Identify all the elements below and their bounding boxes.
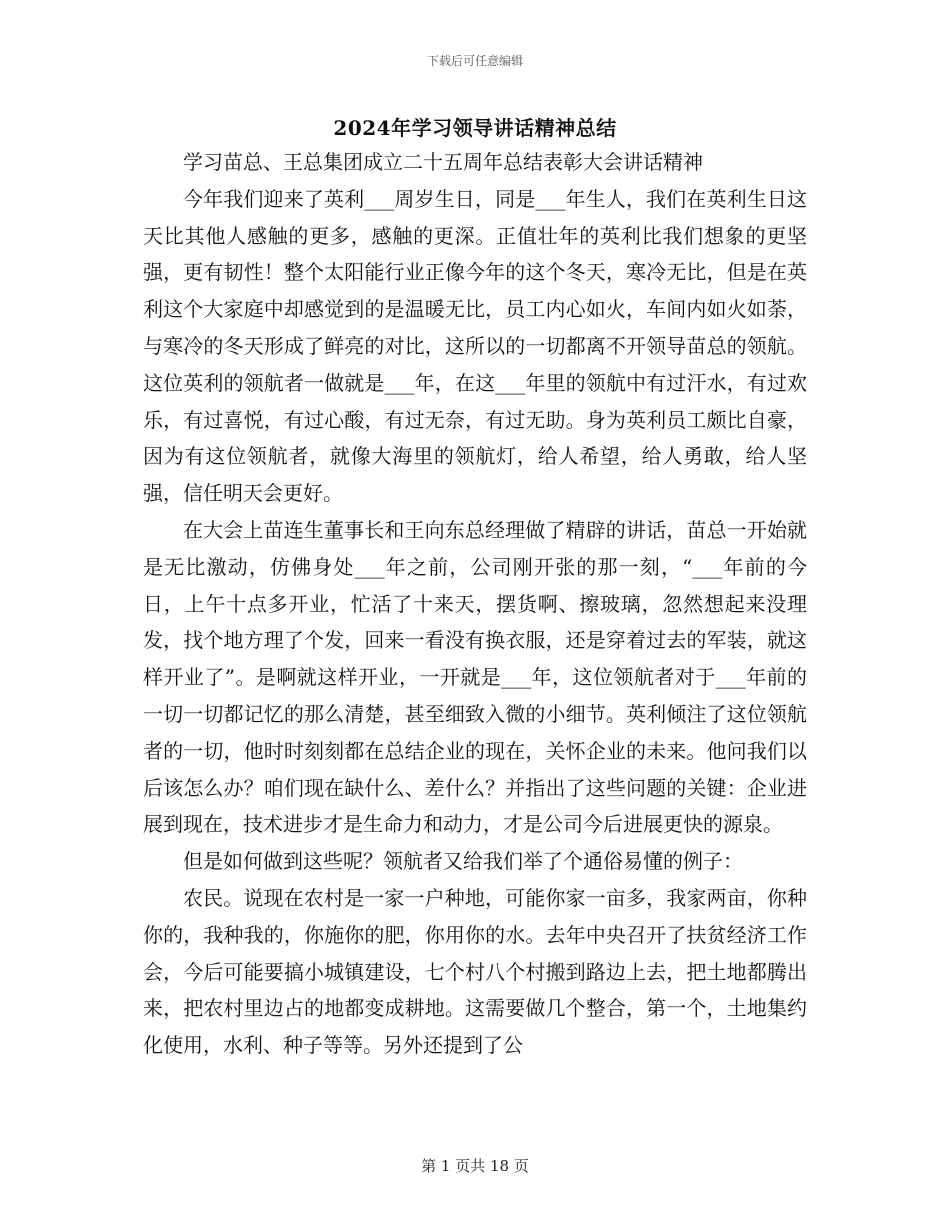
subtitle-paragraph: 学习苗总、王总集团成立二十五周年总结表彰大会讲话精神 bbox=[183, 150, 703, 174]
body-paragraph: 农民。说现在农村是一家一户种地，可能你家一亩多，我家两亩，你种你的，我种我的，你施你的肥，你用你的水。去年中央召开了扶贫经济工作会，今后可能要搞小城镇建设，七个村八个村搬到路边上去，把土地都腾出来，把农村里边占的地都变成耕地。这需要做几个整合，第一个，土地集约化使用，水利、种子等等。另外还提到了公 bbox=[143, 885, 807, 1058]
body-paragraph: 今年我们迎来了英利___周岁生日，同是___年生人，我们在英利生日这天比其他人感触的更多，感触的更深。正值壮年的英利比我们想象的更坚强，更有韧性！整个太阳能行业正像今年的这个冬天，寒冷无比，但是在英利这个大家庭中却感觉到的是温暖无比，员工内心如火，车间内如火如荼，与寒冷的冬天形成了鲜亮的对比，这所以的一切都离不开领导苗总的领航。这位英利的领航者一做就是___年，在这___年里的领航中有过汗水，有过欢乐，有过喜悦，有过心酸，有过无奈，有过无助。身为英利员工颇比自豪，因为有这位领航者，就像大海里的领航灯，给人希望，给人勇敢，给人坚强，信任明天会更好。 bbox=[143, 186, 807, 506]
body-paragraph: 但是如何做到这些呢？领航者又给我们举了个通俗易懂的例子： bbox=[183, 849, 743, 874]
document-title: 2024年学习领导讲话精神总结 bbox=[333, 116, 617, 140]
body-paragraph: 在大会上苗连生董事长和王向东总经理做了精辟的讲话，苗总一开始就是无比激动，仿佛身处___年之前，公司刚开张的那一刻，“___年前的今日，上午十点多开业，忙活了十来天，摆货啊、擦玻璃，忽然想起来没理发，找个地方理了个发，回来一看没有换衣服，还是穿着过去的军装，就这样开业了”。是啊就这样开业，一开就是___年，这位领航者对于___年前的一切一切都记忆的那么清楚，甚至细致入微的小细节。英利倾注了这位领航者的一切，他时时刻刻都在总结企业的现在，关怀企业的未来。他问我们以后该怎么办？咱们现在缺什么、差什么？并指出了这些问题的关键：企业进展到现在，技术进步才是生命力和动力，才是公司今后进展更快的源泉。 bbox=[143, 517, 807, 837]
header-note: 下载后可任意编辑 bbox=[426, 54, 523, 68]
document-body bbox=[143, 144, 807, 1064]
page-number: 第 1 页共 18 页 bbox=[421, 1157, 529, 1175]
